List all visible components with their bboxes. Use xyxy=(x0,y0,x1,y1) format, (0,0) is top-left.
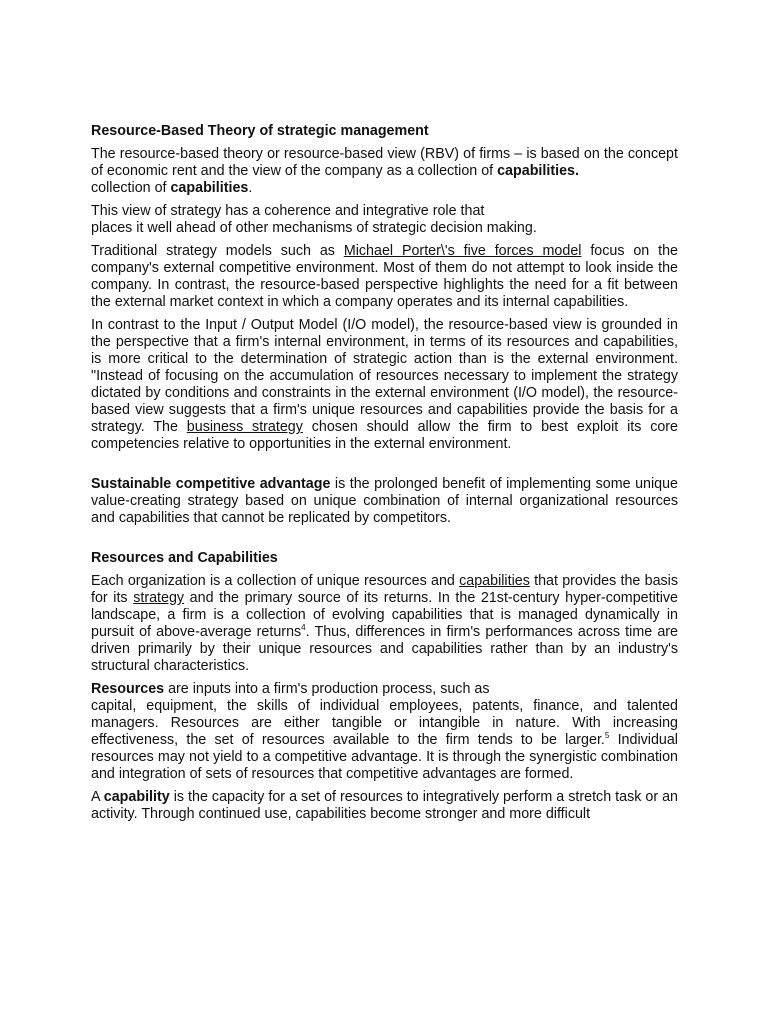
paragraph-coherence xyxy=(91,203,678,237)
paragraph-text: Each organization is a collection of unique resources and xyxy=(91,573,460,589)
section-heading: Resources and Capabilities xyxy=(91,550,278,566)
paragraph-text: places it well ahead of other mechanisms of strategic decision making. xyxy=(91,220,537,236)
paragraph-resources xyxy=(91,681,678,783)
paragraph-organization xyxy=(91,573,678,675)
porter-five-forces-link[interactable]: Michael Porter\'s five forces model xyxy=(343,243,582,259)
paragraph-text: is the prolonged benefit of implementing some unique value-creating strategy based on unique combination of internal organizational resources and capabilities that cannot be replicated by competitors. xyxy=(91,476,679,526)
paragraph-text: capital, equipment, the skills of individual employees, patents, finance, and talented managers. Resources are either tangible or intangible in nature. With increasing effectiveness, the set of resources available to the firm tends to be larger. xyxy=(91,698,678,748)
paragraph-rbv-intro xyxy=(91,146,678,197)
strategy-link[interactable]: strategy xyxy=(133,590,185,606)
paragraph-text: The resource-based theory or resource-based view (RBV) of firms – is based on the concept of economic rent and the view of the company as a collection of xyxy=(91,146,678,179)
spacer xyxy=(91,459,678,476)
bold-term: Sustainable competitive advantage xyxy=(91,476,331,492)
paragraph-text: This view of strategy has a coherence and integrative role that xyxy=(91,203,485,219)
paragraph-text: focus on the company's external competitive environment. Most of them do not attempt to look inside the company. In contrast, the resource-based perspective highlights the need for a fit between the external market context in which a company operates and its internal capabilities. xyxy=(91,243,679,310)
paragraph-text: . xyxy=(248,180,253,196)
bold-term: Resources xyxy=(91,681,165,697)
paragraph-text: and the primary source of its returns. In the 21st-century hyper-competitive landscape, a firm is a collection of evolving capabilities that is managed dynamically in pursuit of above-average returns xyxy=(91,590,678,640)
document-body xyxy=(91,123,678,829)
paragraph-text: are inputs into a firm's production process, such as xyxy=(164,681,490,697)
section-heading: Resource-Based Theory of strategic management xyxy=(91,123,429,139)
paragraph-text: . Thus, differences in firm's performances across time are driven primarily by their unique resources and capabilities rather than by an industry's structural characteristics. xyxy=(91,624,678,674)
paragraph-sustainable-advantage xyxy=(91,476,678,527)
paragraph-io-model xyxy=(91,317,678,453)
paragraph-text: Individual resources may not yield to a competitive advantage. It is through the synergistic combination and integration of sets of resources that competitive advantages are formed. xyxy=(91,732,678,782)
paragraph-text: In contrast to the Input / Output Model (I/O model), the resource-based view is grounded in the perspective that a firm's internal environment, in terms of its resources and capabilities, is more critical to the determination of strategic action than is the external environment. "Instead of focusing on the accumulation of resources necessary to implement the strategy dictated by conditions and constraints in the external environment (I/O model), the resource-based view suggests that a firm's unique resources and capabilities provide the basis for a strategy. The xyxy=(91,317,678,435)
paragraph-text: chosen should allow the firm to best exploit its core competencies relative to opportunities in the external environment. xyxy=(91,419,679,452)
paragraph-capability xyxy=(91,789,678,823)
paragraph-text: that provides the basis for its xyxy=(91,573,679,606)
paragraph-text: collection of xyxy=(91,180,171,196)
bold-term: capabilities. xyxy=(497,163,579,179)
bold-term: capability xyxy=(103,789,170,805)
business-strategy-link[interactable]: business strategy xyxy=(186,419,303,435)
paragraph-text: A xyxy=(91,789,104,805)
bold-term: capabilities xyxy=(170,180,249,196)
paragraph-text: Traditional strategy models such as xyxy=(91,243,344,259)
paragraph-traditional-models xyxy=(91,243,678,311)
spacer xyxy=(91,533,678,550)
footnote-marker: 4 xyxy=(301,623,306,633)
capabilities-link[interactable]: capabilities xyxy=(459,573,530,589)
paragraph-text: is the capacity for a set of resources to integratively perform a stretch task or an activity. Through continued use, capabilities become stronger and more difficult xyxy=(91,789,678,822)
footnote-marker: 5 xyxy=(604,731,610,741)
